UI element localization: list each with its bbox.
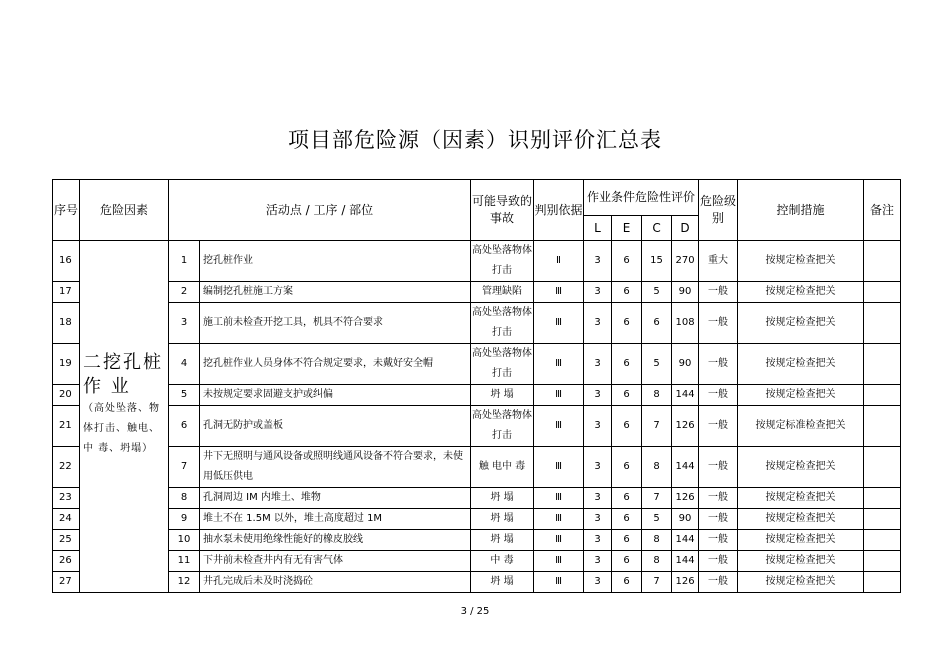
cell-item-no: 8	[169, 488, 200, 509]
hazard-category: 二挖孔桩 作 业	[83, 352, 163, 397]
cell-l: 3	[584, 344, 612, 385]
cell-seq: 23	[53, 488, 80, 509]
cell-seq: 24	[53, 509, 80, 530]
cell-l: 3	[584, 488, 612, 509]
table-row	[53, 385, 901, 406]
cell-accident: 中 毒	[471, 551, 534, 572]
cell-l: 3	[584, 241, 612, 282]
cell-c: 8	[642, 447, 672, 488]
cell-c: 8	[642, 530, 672, 551]
cell-level: 一般	[699, 488, 738, 509]
cell-l: 3	[584, 551, 612, 572]
cell-d: 90	[672, 344, 699, 385]
cell-activity: 编制挖孔桩施工方案	[200, 282, 471, 303]
cell-e: 6	[612, 509, 642, 530]
page-title: 项目部危险源（因素）识别评价汇总表	[288, 128, 662, 152]
cell-d: 126	[672, 488, 699, 509]
cell-control: 按规定检查把关	[738, 447, 864, 488]
cell-control: 按规定检查把关	[738, 530, 864, 551]
cell-accident: 高处坠落物体打击	[471, 344, 534, 385]
cell-e: 6	[612, 406, 642, 447]
cell-basis: Ⅲ	[534, 282, 584, 303]
cell-item-no: 5	[169, 385, 200, 406]
cell-control: 按规定检查把关	[738, 572, 864, 593]
cell-activity: 抽水泵未使用绝缘性能好的橡皮胶线	[200, 530, 471, 551]
cell-basis: Ⅲ	[534, 509, 584, 530]
cell-control: 按规定标准检查把关	[738, 406, 864, 447]
header-basis: 判别依据	[534, 180, 584, 241]
cell-remark	[864, 406, 901, 447]
cell-accident: 管理缺陷	[471, 282, 534, 303]
cell-item-no: 4	[169, 344, 200, 385]
cell-activity: 井孔完成后未及时浇捣砼	[200, 572, 471, 593]
cell-activity: 孔洞周边 IM 内堆土、堆物	[200, 488, 471, 509]
cell-c: 15	[642, 241, 672, 282]
cell-d: 90	[672, 509, 699, 530]
cell-basis: Ⅲ	[534, 551, 584, 572]
cell-control: 按规定检查把关	[738, 509, 864, 530]
cell-seq: 20	[53, 385, 80, 406]
cell-basis: Ⅱ	[534, 241, 584, 282]
header-c: C	[642, 216, 672, 241]
cell-item-no: 9	[169, 509, 200, 530]
cell-control: 按规定检查把关	[738, 551, 864, 572]
cell-l: 3	[584, 303, 612, 344]
cell-level: 重大	[699, 241, 738, 282]
cell-remark	[864, 509, 901, 530]
cell-d: 144	[672, 551, 699, 572]
cell-l: 3	[584, 406, 612, 447]
hazard-table	[52, 179, 901, 593]
table-row	[53, 241, 901, 282]
cell-item-no: 6	[169, 406, 200, 447]
cell-e: 6	[612, 241, 642, 282]
cell-accident: 坍 塌	[471, 572, 534, 593]
cell-remark	[864, 488, 901, 509]
cell-remark	[864, 385, 901, 406]
cell-c: 5	[642, 344, 672, 385]
table-row	[53, 447, 901, 488]
table-row	[53, 572, 901, 593]
table-row	[53, 303, 901, 344]
cell-seq: 25	[53, 530, 80, 551]
header-condition-eval: 作业条件危险性评价	[584, 180, 699, 216]
hazard-category-detail: （高处坠落、物体打击、触电、中 毒、坍塌）	[83, 403, 160, 454]
cell-l: 3	[584, 530, 612, 551]
cell-remark	[864, 303, 901, 344]
cell-l: 3	[584, 282, 612, 303]
cell-e: 6	[612, 282, 642, 303]
page-number: 3 / 25	[460, 606, 490, 617]
cell-basis: Ⅲ	[534, 488, 584, 509]
cell-level: 一般	[699, 447, 738, 488]
cell-seq: 22	[53, 447, 80, 488]
cell-seq: 21	[53, 406, 80, 447]
header-level: 危险级别	[699, 180, 738, 241]
cell-c: 5	[642, 509, 672, 530]
cell-remark	[864, 282, 901, 303]
cell-l: 3	[584, 385, 612, 406]
cell-accident: 坍 塌	[471, 488, 534, 509]
table-row	[53, 551, 901, 572]
cell-remark	[864, 551, 901, 572]
cell-activity: 堆土不在 1.5M 以外，堆土高度超过 1M	[200, 509, 471, 530]
cell-control: 按规定检查把关	[738, 488, 864, 509]
cell-seq: 17	[53, 282, 80, 303]
cell-c: 8	[642, 551, 672, 572]
table-row	[53, 509, 901, 530]
cell-c: 8	[642, 385, 672, 406]
cell-item-no: 7	[169, 447, 200, 488]
cell-control: 按规定检查把关	[738, 282, 864, 303]
cell-e: 6	[612, 385, 642, 406]
table-row	[53, 406, 901, 447]
cell-c: 5	[642, 282, 672, 303]
cell-activity: 下井前未检查井内有无有害气体	[200, 551, 471, 572]
cell-c: 7	[642, 572, 672, 593]
cell-activity: 未按规定要求固避支护或纠偏	[200, 385, 471, 406]
cell-item-no: 10	[169, 530, 200, 551]
header-seq: 序号	[53, 180, 80, 241]
cell-accident: 高处坠落物体打击	[471, 406, 534, 447]
cell-d: 126	[672, 572, 699, 593]
cell-remark	[864, 344, 901, 385]
cell-level: 一般	[699, 509, 738, 530]
cell-e: 6	[612, 530, 642, 551]
cell-control: 按规定检查把关	[738, 241, 864, 282]
cell-item-no: 2	[169, 282, 200, 303]
cell-d: 108	[672, 303, 699, 344]
cell-l: 3	[584, 447, 612, 488]
cell-e: 6	[612, 488, 642, 509]
cell-level: 一般	[699, 385, 738, 406]
cell-activity: 井下无照明与通风设备或照明线通风设备不符合要求，未使用低压供电	[200, 447, 471, 488]
cell-activity: 施工前未检查开挖工具，机具不符合要求	[200, 303, 471, 344]
header-l: L	[584, 216, 612, 241]
cell-activity: 挖孔桩作业	[200, 241, 471, 282]
cell-basis: Ⅲ	[534, 406, 584, 447]
cell-level: 一般	[699, 572, 738, 593]
cell-level: 一般	[699, 282, 738, 303]
cell-e: 6	[612, 344, 642, 385]
header-control: 控制措施	[738, 180, 864, 241]
cell-remark	[864, 447, 901, 488]
cell-accident: 触 电中 毒	[471, 447, 534, 488]
cell-d: 90	[672, 282, 699, 303]
cell-level: 一般	[699, 344, 738, 385]
cell-level: 一般	[699, 530, 738, 551]
header-remark: 备注	[864, 180, 901, 241]
cell-c: 7	[642, 488, 672, 509]
cell-item-no: 3	[169, 303, 200, 344]
cell-level: 一般	[699, 551, 738, 572]
cell-accident: 高处坠落物体打击	[471, 303, 534, 344]
cell-c: 7	[642, 406, 672, 447]
cell-activity: 挖孔桩作业人员身体不符合规定要求，未戴好安全帽	[200, 344, 471, 385]
cell-remark	[864, 241, 901, 282]
cell-control: 按规定检查把关	[738, 344, 864, 385]
cell-seq: 18	[53, 303, 80, 344]
cell-seq: 19	[53, 344, 80, 385]
cell-activity: 孔洞无防护或盖板	[200, 406, 471, 447]
cell-level: 一般	[699, 406, 738, 447]
cell-basis: Ⅲ	[534, 530, 584, 551]
cell-e: 6	[612, 572, 642, 593]
cell-remark	[864, 530, 901, 551]
cell-item-no: 11	[169, 551, 200, 572]
cell-basis: Ⅲ	[534, 572, 584, 593]
cell-seq: 26	[53, 551, 80, 572]
header-accident: 可能导致的事故	[471, 180, 534, 241]
table-row	[53, 530, 901, 551]
cell-e: 6	[612, 447, 642, 488]
cell-accident: 坍 塌	[471, 530, 534, 551]
cell-seq: 27	[53, 572, 80, 593]
header-activity: 活动点 / 工序 / 部位	[169, 180, 471, 241]
table-row	[53, 344, 901, 385]
cell-d: 270	[672, 241, 699, 282]
hazard-category-cell	[80, 241, 169, 593]
cell-l: 3	[584, 509, 612, 530]
cell-control: 按规定检查把关	[738, 385, 864, 406]
cell-c: 6	[642, 303, 672, 344]
table-row	[53, 488, 901, 509]
cell-remark	[864, 572, 901, 593]
cell-d: 144	[672, 530, 699, 551]
cell-basis: Ⅲ	[534, 303, 584, 344]
cell-d: 144	[672, 447, 699, 488]
cell-d: 126	[672, 406, 699, 447]
cell-item-no: 1	[169, 241, 200, 282]
cell-seq: 16	[53, 241, 80, 282]
cell-d: 144	[672, 385, 699, 406]
cell-basis: Ⅲ	[534, 447, 584, 488]
cell-level: 一般	[699, 303, 738, 344]
cell-accident: 坍 塌	[471, 509, 534, 530]
header-e: E	[612, 216, 642, 241]
cell-e: 6	[612, 303, 642, 344]
cell-l: 3	[584, 572, 612, 593]
cell-e: 6	[612, 551, 642, 572]
cell-accident: 高处坠落物体打击	[471, 241, 534, 282]
cell-basis: Ⅲ	[534, 385, 584, 406]
header-hazard: 危险因素	[80, 180, 169, 241]
table-row	[53, 282, 901, 303]
header-d: D	[672, 216, 699, 241]
cell-control: 按规定检查把关	[738, 303, 864, 344]
cell-basis: Ⅲ	[534, 344, 584, 385]
cell-accident: 坍 塌	[471, 385, 534, 406]
cell-item-no: 12	[169, 572, 200, 593]
